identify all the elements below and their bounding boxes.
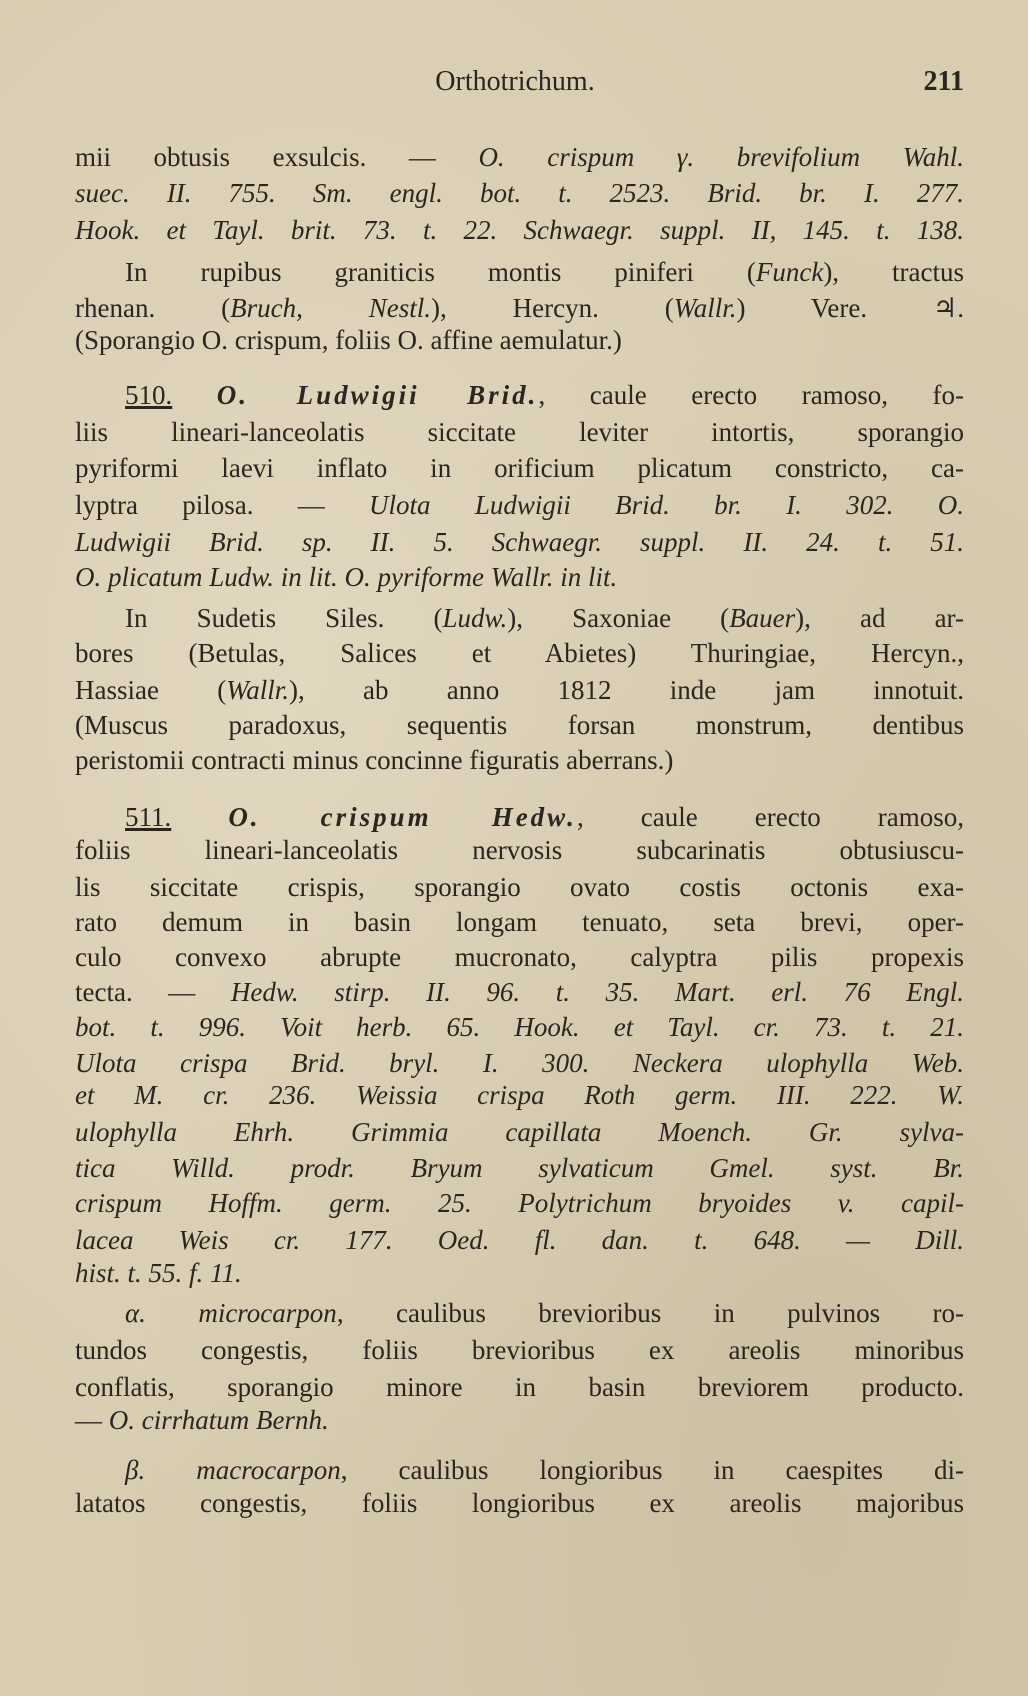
italic-text: et M. cr. 236. Weissia crispa Roth germ. III. 222. W. — [75, 1080, 964, 1110]
text-run: ), Saxoniae ( — [507, 603, 730, 633]
text-run: , caule erecto ramoso, — [576, 802, 964, 832]
text-line — [75, 1256, 964, 1290]
text-line — [75, 743, 964, 777]
species-name: O. crispum Hedw. — [228, 802, 577, 832]
text-line — [125, 1296, 964, 1330]
text-run: conflatis, sporangio minore in basin breviorem producto. — [75, 1372, 964, 1402]
text-run: tecta. — — [75, 977, 231, 1007]
text-run: — — [75, 1405, 109, 1435]
page-number: 211 — [923, 66, 964, 97]
text-line — [75, 940, 964, 974]
text-line — [75, 291, 964, 325]
text-run: lyptra pilosa. — — [75, 490, 370, 520]
italic-text: Hook. et Tayl. brit. 73. t. 22. Schwaegr. suppl. II, 145. t. 138. — [75, 215, 964, 245]
text-line — [125, 800, 964, 834]
italic-text: ulophylla Ehrh. Grimmia capillata Moench. Gr. sylva- — [75, 1117, 964, 1147]
text-run: latatos congestis, foliis longioribus ex areolis majoribus — [75, 1488, 964, 1518]
italic-text: Ludwigii Brid. sp. II. 5. Schwaegr. suppl. II. 24. t. 51. — [75, 527, 964, 557]
text-run: In rupibus graniticis montis piniferi ( — [125, 257, 756, 287]
text-run: ) Vere. ♃. — [736, 293, 964, 323]
text-line — [75, 905, 964, 939]
italic-text: suec. II. 755. Sm. engl. bot. t. 2523. Brid. br. I. 277. — [75, 178, 964, 208]
text-line — [125, 378, 964, 412]
text-line — [75, 213, 964, 247]
text-run: ), ab anno 1812 inde jam innotuit. — [289, 675, 964, 705]
species-name: O. Ludwigii Brid. — [216, 380, 539, 410]
text-run: liis lineari-lanceolatis siccitate leviter intortis, sporangio — [75, 417, 964, 447]
text-line — [75, 1151, 964, 1185]
text-line — [75, 636, 964, 670]
text-run: bores (Betulas, Salices et Abietes) Thuringiae, Hercyn., — [75, 638, 964, 668]
italic-text: Wallr. — [226, 675, 289, 705]
text-line — [75, 975, 964, 1009]
italic-text: Bruch, Nestl. — [230, 293, 431, 323]
italic-text: Ludw. — [442, 603, 508, 633]
italic-text: Ulota crispa Brid. bryl. I. 300. Neckera ulophylla Web. — [75, 1048, 964, 1078]
text-run: Hassiae ( — [75, 675, 227, 705]
text-line — [75, 1403, 964, 1437]
text-line — [75, 1010, 964, 1044]
italic-text: Funck — [755, 257, 824, 287]
italic-text: crispum Hoffm. germ. 25. Polytrichum bryoides v. capil- — [75, 1188, 964, 1218]
text-line — [75, 833, 964, 867]
text-line — [75, 451, 964, 485]
italic-text: bot. t. 996. Voit herb. 65. Hook. et Tayl. cr. 73. t. 21. — [75, 1012, 964, 1042]
text-line — [75, 1115, 964, 1149]
text-line — [75, 1486, 964, 1520]
text-run: , caulibus longioribus in caespites di- — [340, 1455, 964, 1485]
text-line — [75, 1370, 964, 1404]
text-run: , caule erecto ramoso, fo- — [538, 380, 964, 410]
text-line — [75, 323, 964, 357]
text-line — [75, 673, 964, 707]
text-run: ), Hercyn. ( — [431, 293, 674, 323]
text-run: In Sudetis Siles. ( — [125, 603, 443, 633]
text-run: ), tractus — [823, 257, 965, 287]
text-run: pyriformi laevi inflato in orificium plicatum constricto, ca- — [75, 453, 964, 483]
text-run — [171, 802, 228, 832]
text-run: lis siccitate crispis, sporangio ovato costis octonis exa- — [75, 872, 964, 902]
text-line — [75, 708, 964, 742]
text-line — [125, 255, 964, 289]
text-run: tundos congestis, foliis brevioribus ex areolis minoribus — [75, 1335, 964, 1365]
text-line — [75, 1186, 964, 1220]
text-run: (Sporangio O. crispum, foliis O. affine aemulatur.) — [75, 325, 622, 355]
text-line — [125, 1453, 964, 1487]
text-line — [75, 870, 964, 904]
species-number: 511. — [125, 802, 172, 832]
text-run — [172, 380, 217, 410]
text-run: culo convexo abrupte mucronato, calyptra pilis propexis — [75, 942, 964, 972]
text-run: foliis lineari-lanceolatis nervosis subcarinatis obtusiuscu- — [75, 835, 964, 865]
italic-text: Wallr. — [673, 293, 737, 323]
text-run: ), ad ar- — [795, 603, 964, 633]
text-run: rhenan. ( — [75, 293, 231, 323]
italic-text: β. macrocarpon — [125, 1455, 341, 1485]
italic-text: Bauer — [729, 603, 796, 633]
text-line — [125, 601, 964, 635]
text-line — [75, 415, 964, 449]
text-line — [75, 1078, 964, 1112]
running-header-title: Orthotrichum. — [435, 66, 595, 97]
italic-text: lacea Weis cr. 177. Oed. fl. dan. t. 648. — Dill. — [75, 1225, 964, 1255]
text-line — [75, 1223, 964, 1257]
text-run: mii obtusis exsulcis. — — [75, 142, 479, 172]
text-line — [75, 140, 964, 174]
italic-text: O. plicatum Ludw. in lit. O. pyriforme Wallr. in lit. — [75, 562, 618, 592]
italic-text: tica Willd. prodr. Bryum sylvaticum Gmel. syst. Br. — [75, 1153, 964, 1183]
text-line — [75, 1333, 964, 1367]
text-line — [75, 488, 964, 522]
italic-text: Hedw. stirp. II. 96. t. 35. Mart. erl. 76 Engl. — [230, 977, 964, 1007]
text-line — [75, 560, 964, 594]
species-number: 510. — [125, 380, 173, 410]
text-run: peristomii contracti minus concinne figuratis aberrans.) — [75, 745, 674, 775]
text-line — [75, 176, 964, 210]
text-line — [75, 525, 964, 559]
text-run: rato demum in basin longam tenuato, seta brevi, oper- — [75, 907, 964, 937]
italic-text: hist. t. 55. f. 11. — [75, 1258, 242, 1288]
italic-text: Ulota Ludwigii Brid. br. I. 302. O. — [369, 490, 964, 520]
text-run: , caulibus brevioribus in pulvinos ro- — [336, 1298, 965, 1328]
text-line — [75, 1046, 964, 1080]
italic-text: O. cirrhatum Bernh. — [108, 1405, 329, 1435]
text-run: (Muscus paradoxus, sequentis forsan monstrum, dentibus — [75, 710, 964, 740]
italic-text: O. crispum γ. brevifolium Wahl. — [478, 142, 964, 172]
italic-text: α. microcarpon — [125, 1298, 337, 1328]
